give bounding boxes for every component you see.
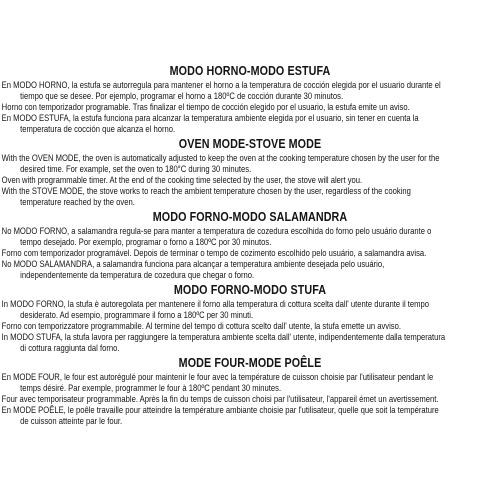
text-line: En MODO HORNO, la estufa se autorregula para mantener el horno a la temperatura de cocción elegida por el usuario durante el <box>1 80 441 90</box>
text-line: temperature reached by the oven. <box>20 197 135 207</box>
section-body <box>0 299 500 354</box>
text-line: No MODO SALAMANDRA, a salamandra funciona para alcançar a temperatura ambiente desejada pelo usuário, <box>1 259 385 269</box>
text-line: Forno con temporizzatore programmabile. Al termine del tempo di cottura scelto dall' utente, la stufa emette un avviso. <box>1 321 401 331</box>
section-four-poele <box>0 355 500 427</box>
text-line: di cottura raggiunta dal forno. <box>20 343 120 353</box>
text-line: tiempo que se desee. Por ejemplo, programar el horno a 180ºC de cocción durante 30 minutos. <box>20 91 344 101</box>
text-line: En MODE FOUR, le four est autorégulé pour maintenir le four avec la température de cuisson choisie par l'utilisateur pendant le <box>1 372 434 382</box>
text-line: desiderato. Ad esempio, programmare il forno a 180ºC per 30 minuti. <box>20 310 254 320</box>
section-forno-stufa <box>0 282 500 354</box>
text-line: En MODE POÊLE, le poêle travaille pour atteindre la température ambiante choisie par l'utilisateur, quelle que soit la température <box>1 405 439 415</box>
text-line: No MODO FORNO, a salamandra regula-se para manter a temperatura de cozedura escolhida do forno pelo usuário durante o <box>1 226 432 236</box>
text-line: Oven with programmable timer. At the end of the cooking time selected by the user, the stove will alert you. <box>1 175 363 185</box>
text-line: With the OVEN MODE, the oven is automatically adjusted to keep the oven at the cooking temperature chosen by the user for the <box>1 153 440 163</box>
text-line: temps désiré. Par exemple, programmer le four à 180ºC pendant 30 minutes. <box>20 383 282 393</box>
text-line: Four avec temporisateur programmable. Après la fin du temps de cuisson choisi par l'utilisateur, l'appareil émet un avertissement. <box>1 394 439 404</box>
text-line: Forno com temporizador programável. Depois de terminar o tempo de cozimento escolhido pelo usuário, a salamandra avisa. <box>1 248 427 258</box>
section-title: MODO FORNO-MODO SALAMANDRA <box>152 210 348 224</box>
text-line: desired time. For example, set the oven to 180°C during 30 minutes. <box>20 164 252 174</box>
section-oven-stove <box>0 136 500 208</box>
section-title: MODE FOUR-MODE POÊLE <box>178 356 322 370</box>
text-line: With the STOVE MODE, the stove works to reach the ambient temperature chosen by the user, regardless of the cooking <box>1 186 411 196</box>
text-line: En MODO ESTUFA, la estufa funciona para alcanzar la temperatura ambiente elegida por el usuario, sin tener en cuenta la <box>1 113 419 123</box>
text-line: de cuisson atteinte par le four. <box>20 416 123 426</box>
text-line: In MODO STUFA, la stufa lavora per raggiungere la temperatura ambiente scelta dall' utente, indipendentemente dalla temperatura <box>1 332 446 342</box>
section-body <box>0 80 500 135</box>
section-body <box>0 153 500 208</box>
text-line: independentemente da temperatura de cozedura que chegar o forno. <box>20 270 255 280</box>
section-title: MODO HORNO-MODO ESTUFA <box>169 64 331 78</box>
text-line: tempo desejado. Por exemplo, programar o forno a 180ºC por 30 minutos. <box>20 237 272 247</box>
text-line: temperatura de cocción que alcanza el horno. <box>20 124 176 134</box>
section-body <box>0 372 500 427</box>
section-forno-salamandra <box>0 209 500 281</box>
text-line: In MODO FORNO, la stufa è autoregolata per mantenere il forno alla temperatura di cottura scelta dall' utente durante il tempo <box>1 299 430 309</box>
section-horno-estufa <box>0 63 500 135</box>
section-title: OVEN MODE-STOVE MODE <box>178 137 322 151</box>
text-line: Horno con temporizador programable. Tras finalizar el tiempo de cocción elegido por el usuario, la estufa emite un aviso. <box>1 102 410 112</box>
section-body <box>0 226 500 281</box>
section-title: MODO FORNO-MODO STUFA <box>173 283 327 297</box>
